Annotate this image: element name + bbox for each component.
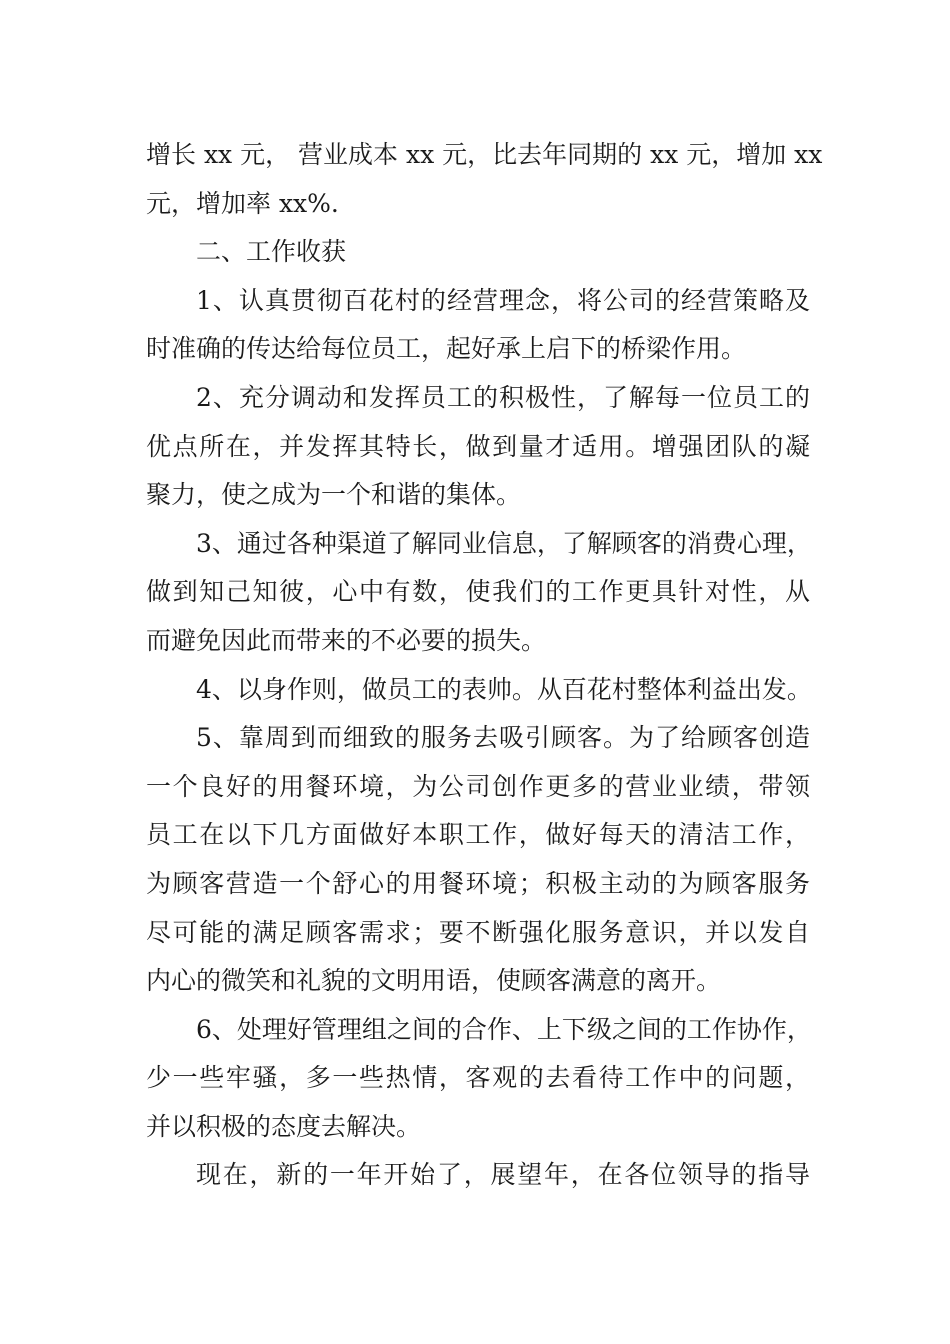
text-line: 4、以身作则，做员工的表帅。从百花村整体利益出发。 xyxy=(196,674,812,704)
text-line: 时准确的传达给每位员工，起好承上启下的桥梁作用。 xyxy=(146,334,747,364)
text-line: 并以积极的态度去解决。 xyxy=(146,1111,422,1141)
text-line: 优点所在，并发挥其特长，做到量才适用。增强团队的凝 xyxy=(146,431,810,461)
text-line: 6、处理好管理组之间的合作、上下级之间的工作协作， xyxy=(196,1014,812,1044)
text-line: 尽可能的满足顾客需求；要不断强化服务意识，并以发自 xyxy=(146,917,810,947)
text-line: 而避免因此而带来的不必要的损失。 xyxy=(146,625,547,655)
text-line: 二、工作收获 xyxy=(196,237,347,267)
text-line: 内心的微笑和礼貌的文明用语，使顾客满意的离开。 xyxy=(146,966,722,996)
text-line: 为顾客营造一个舒心的用餐环境；积极主动的为顾客服务 xyxy=(146,868,810,898)
text-line: 一个良好的用餐环境，为公司创作更多的营业业绩，带领 xyxy=(146,771,810,801)
text-line: 3、通过各种渠道了解同业信息，了解顾客的消费心理， xyxy=(196,528,812,558)
text-line: 1、认真贯彻百花村的经营理念，将公司的经营策略及 xyxy=(196,285,810,315)
text-line: 员工在以下几方面做好本职工作，做好每天的清洁工作， xyxy=(146,820,810,850)
text-line: 元，增加率 xx%. xyxy=(146,188,339,218)
text-line: 2、充分调动和发挥员工的积极性，了解每一位员工的 xyxy=(196,382,810,412)
text-line: 少一些牢骚，多一些热情，客观的去看待工作中的问题， xyxy=(146,1063,810,1093)
text-line: 聚力，使之成为一个和谐的集体。 xyxy=(146,480,522,510)
text-line: 5、靠周到而细致的服务去吸引顾客。为了给顾客创造 xyxy=(196,723,810,753)
text-line: 现在，新的一年开始了，展望年，在各位领导的指导 xyxy=(196,1160,810,1190)
text-line: 做到知己知彼，心中有数，使我们的工作更具针对性，从 xyxy=(146,577,810,607)
document-body xyxy=(146,131,823,1200)
text-line: 增长 xx 元， 营业成本 xx 元，比去年同期的 xx 元，增加 xx xyxy=(146,140,823,169)
